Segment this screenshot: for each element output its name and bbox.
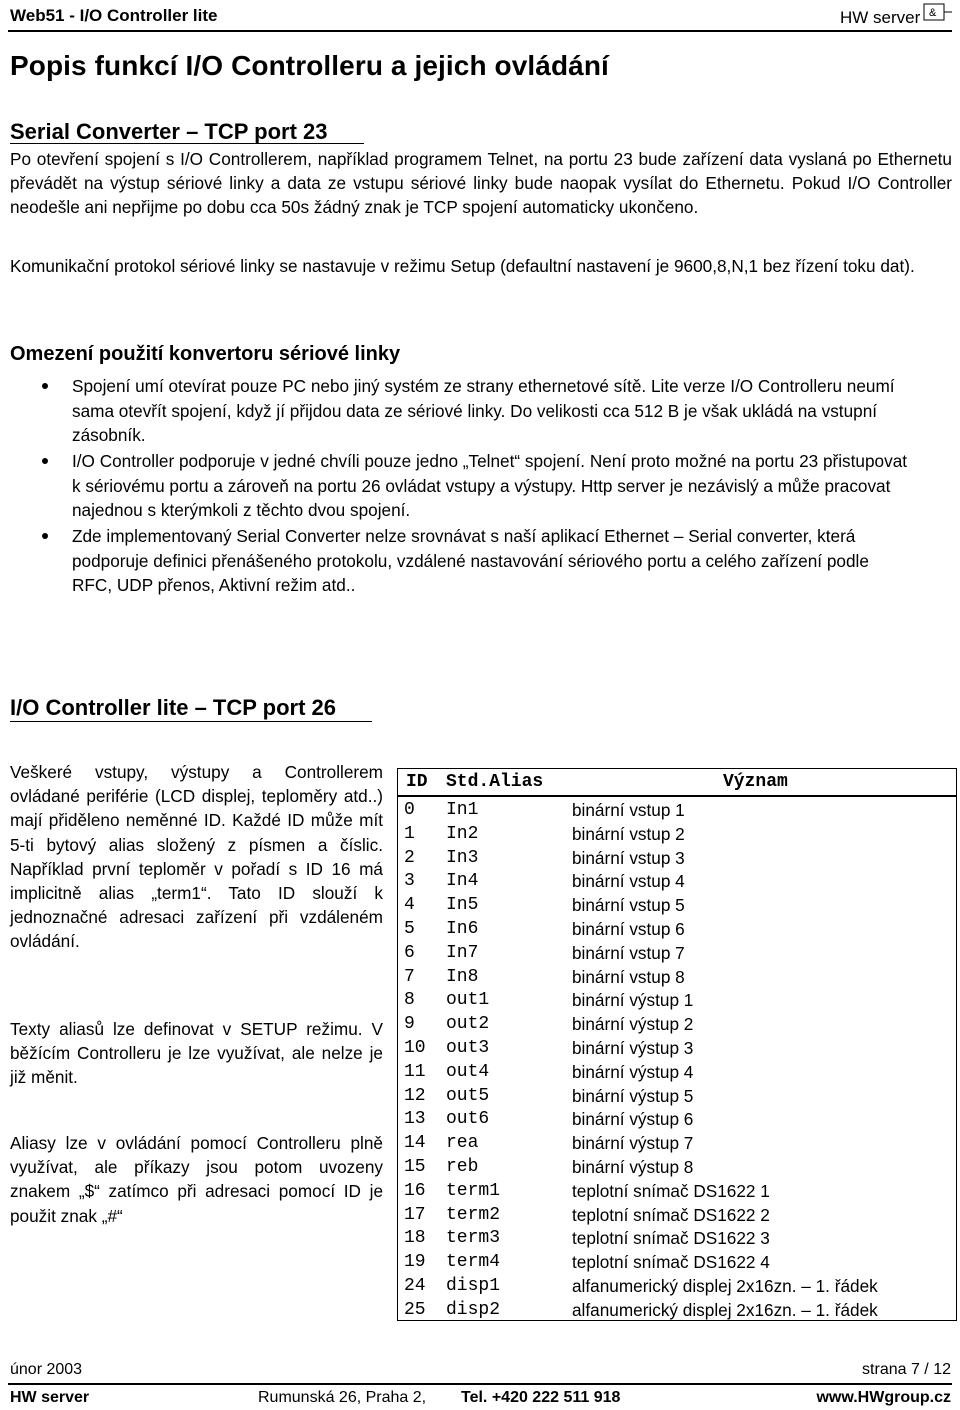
cell-alias: term2 — [446, 1204, 501, 1225]
cell-id: 13 — [404, 1109, 426, 1130]
cell-id: 16 — [404, 1180, 426, 1201]
table-row — [398, 823, 956, 847]
cell-id: 2 — [404, 847, 415, 868]
cell-alias: reb — [446, 1157, 479, 1177]
table-row — [398, 1132, 956, 1156]
footer-rule — [8, 1383, 952, 1385]
cell-alias: In6 — [446, 919, 479, 939]
table-row — [398, 1108, 956, 1132]
column-header-id: ID — [406, 772, 428, 792]
footer-date: únor 2003 — [10, 1361, 83, 1378]
section-heading-tcp-port-26: I/O Controller lite – TCP port 26 — [10, 695, 336, 720]
cell-description: binární výstup 6 — [572, 1109, 694, 1130]
table-row — [398, 1204, 956, 1228]
table-row — [398, 1275, 956, 1299]
table-row — [398, 870, 956, 894]
cell-description: binární výstup 1 — [572, 990, 694, 1011]
cell-alias: term3 — [446, 1228, 501, 1249]
cell-description: binární vstup 4 — [572, 871, 685, 892]
cell-description: alfanumerický displej 2x16zn. – 1. řádek — [572, 1299, 878, 1320]
cell-id: 14 — [404, 1133, 426, 1154]
bullet-item: Spojení umí otevírat pouze PC nebo jiný systém ze strany ethernetové sítě. Lite verze I/O Controlleru neumí sama otevřít spojení, když jí přijdou data ze sériové linky. Do velikosti cca 512 B je však ukládá na vstupní zásobník. — [10, 374, 910, 448]
section-heading-underline — [10, 143, 364, 144]
table-row — [398, 1061, 956, 1085]
cell-id: 24 — [404, 1276, 426, 1296]
header-title: Web51 - I/O Controller lite — [10, 6, 218, 25]
table-row — [398, 942, 956, 966]
cell-alias: out6 — [446, 1109, 490, 1130]
cell-alias: term1 — [446, 1180, 501, 1201]
cell-description: binární vstup 8 — [572, 966, 685, 987]
cell-id: 10 — [404, 1038, 426, 1058]
cell-id: 4 — [404, 895, 415, 916]
cell-id: 17 — [404, 1204, 426, 1225]
side-paragraph-ids: Veškeré vstupy, výstupy a Controllerem ovládané periférie (LCD displej, teploměry atd..) mají přiděleno neměnné ID. Každé ID může mít 5-ti bytový alias složený z písmen a číslic. Například první teploměr v pořadí s ID 16 má implicitně alias „term1“. Tato ID slouží k jednoznačné adresaci zařízení při vzdáleném ovládání. — [10, 762, 383, 952]
logo-text: HW server — [840, 8, 921, 27]
table-row — [398, 847, 956, 871]
bullet-item: I/O Controller podporuje v jedné chvíli pouze jedno „Telnet“ spojení. Není proto možné na portu 23 přistupovat k sériovému portu a zároveň na portu 26 ovládat vstupy a výstupy. Http server je nezávislý a může pracovat najednou s kterýmkoli z těchto dvou spojení. — [10, 449, 910, 523]
id-alias-table — [397, 768, 957, 1321]
cell-description: binární výstup 8 — [572, 1157, 694, 1177]
cell-description: binární výstup 7 — [572, 1133, 694, 1154]
cell-alias: In7 — [446, 942, 479, 963]
limits-bullet-list — [10, 374, 910, 599]
page-title: Popis funkcí I/O Controlleru a jejich ovládání — [10, 50, 609, 81]
cell-alias: In5 — [446, 895, 479, 916]
cell-id: 8 — [404, 990, 415, 1011]
cell-id: 3 — [404, 871, 415, 892]
footer-company: HW server — [10, 1389, 90, 1406]
cell-alias: term4 — [446, 1252, 501, 1273]
table-row — [398, 1156, 956, 1180]
cell-id: 1 — [404, 823, 415, 844]
cell-alias: In8 — [446, 966, 479, 987]
cell-id: 5 — [404, 919, 415, 939]
section-heading-limits: Omezení použití konvertoru sériové linky — [10, 343, 401, 365]
cell-description: alfanumerický displej 2x16zn. – 1. řádek — [572, 1276, 878, 1296]
column-header-alias: Std.Alias — [446, 772, 544, 792]
cell-id: 25 — [404, 1299, 426, 1320]
cell-alias: In4 — [446, 871, 479, 892]
bullet-item: Zde implementovaný Serial Converter nelze srovnávat s naší aplikací Ethernet – Serial converter, která podporuje definici přenášeného protokolu, vzdálené nastavování sériového portu a celého zařízení podle RFC, UDP přenos, Aktivní režim atd.. — [10, 524, 910, 598]
cell-alias: out1 — [446, 990, 490, 1011]
side-paragraph-usage: Aliasy lze v ovládání pomocí Controlleru plně využívat, ale příkazy jsou potom uvozeny znakem „$“ zatímco při adresaci pomocí ID je použit znak „#“ — [10, 1133, 383, 1226]
svg-text:&: & — [929, 7, 937, 19]
cell-id: 6 — [404, 942, 415, 963]
cell-description: binární vstup 7 — [572, 942, 685, 963]
table-row — [398, 918, 956, 942]
cell-description: binární výstup 4 — [572, 1061, 694, 1082]
cell-alias: out4 — [446, 1061, 490, 1082]
cell-alias: disp1 — [446, 1276, 501, 1296]
cell-description: binární vstup 2 — [572, 823, 685, 844]
table-row — [398, 1013, 956, 1037]
table-row — [398, 1227, 956, 1251]
footer-website: www.HWgroup.cz — [816, 1389, 951, 1406]
cell-alias: out5 — [446, 1085, 490, 1106]
cell-id: 18 — [404, 1228, 426, 1249]
cell-id: 12 — [404, 1085, 426, 1106]
cell-id: 0 — [404, 800, 415, 820]
cell-description: binární výstup 5 — [572, 1085, 694, 1106]
cell-description: binární vstup 3 — [572, 847, 685, 868]
cell-id: 11 — [404, 1061, 426, 1082]
cell-id: 9 — [404, 1014, 415, 1035]
table-row — [398, 1251, 956, 1275]
table-row — [398, 1180, 956, 1204]
cell-alias: disp2 — [446, 1299, 501, 1320]
footer-page-number: strana 7 / 12 — [862, 1361, 951, 1378]
cell-id: 19 — [404, 1252, 426, 1273]
cell-alias: rea — [446, 1133, 479, 1154]
cell-description: teplotní snímač DS1622 1 — [572, 1180, 770, 1201]
table-row — [398, 799, 956, 823]
cell-description: binární výstup 2 — [572, 1014, 694, 1035]
header-rule — [8, 30, 952, 32]
column-header-meaning: Význam — [723, 772, 788, 792]
cell-alias: In3 — [446, 847, 479, 868]
cell-alias: out3 — [446, 1038, 490, 1058]
section-heading-underline — [10, 721, 372, 722]
table-row — [398, 894, 956, 918]
cell-description: teplotní snímač DS1622 2 — [572, 1204, 770, 1225]
table-row — [398, 989, 956, 1013]
section-heading-serial-converter: Serial Converter – TCP port 23 — [10, 119, 328, 144]
table-row — [398, 1037, 956, 1061]
cell-description: binární vstup 5 — [572, 895, 685, 916]
side-paragraph-aliases: Texty aliasů lze definovat v SETUP režimu. V běžícím Controlleru je lze využívat, ale nelze je již měnit. — [10, 1019, 383, 1088]
hw-server-logo — [838, 2, 954, 30]
footer-address: Rumunská 26, Praha 2, — [258, 1389, 427, 1406]
cell-alias: In1 — [446, 800, 479, 820]
cell-description: teplotní snímač DS1622 3 — [572, 1228, 770, 1249]
table-row — [398, 1299, 956, 1323]
table-header — [398, 769, 956, 797]
cell-description: binární vstup 6 — [572, 919, 685, 939]
cell-description: binární výstup 3 — [572, 1038, 694, 1058]
cell-id: 15 — [404, 1157, 426, 1177]
cell-id: 7 — [404, 966, 415, 987]
cell-alias: In2 — [446, 823, 479, 844]
cell-description: binární vstup 1 — [572, 800, 685, 820]
table-row — [398, 1085, 956, 1109]
table-row — [398, 966, 956, 990]
cell-alias: out2 — [446, 1014, 490, 1035]
serial-converter-paragraph-2: Komunikační protokol sériové linky se nastavuje v režimu Setup (defaultní nastavení je 9600,8,N,1 bez řízení toku dat). — [10, 256, 915, 276]
serial-converter-paragraph-1: Po otevření spojení s I/O Controllerem, například programem Telnet, na portu 23 bude zařízení data vyslaná po Ethernetu převádět na výstup sériové linky a data ze vstupu sériové linky bude naopak vysílat do Ethernetu. Pokud I/O Controller neodešle ani nepřijme po dobu cca 50s žádný znak je TCP spojení automaticky ukončeno. — [10, 149, 952, 217]
cell-description: teplotní snímač DS1622 4 — [572, 1252, 770, 1273]
footer-phone: Tel. +420 222 511 918 — [461, 1389, 621, 1406]
